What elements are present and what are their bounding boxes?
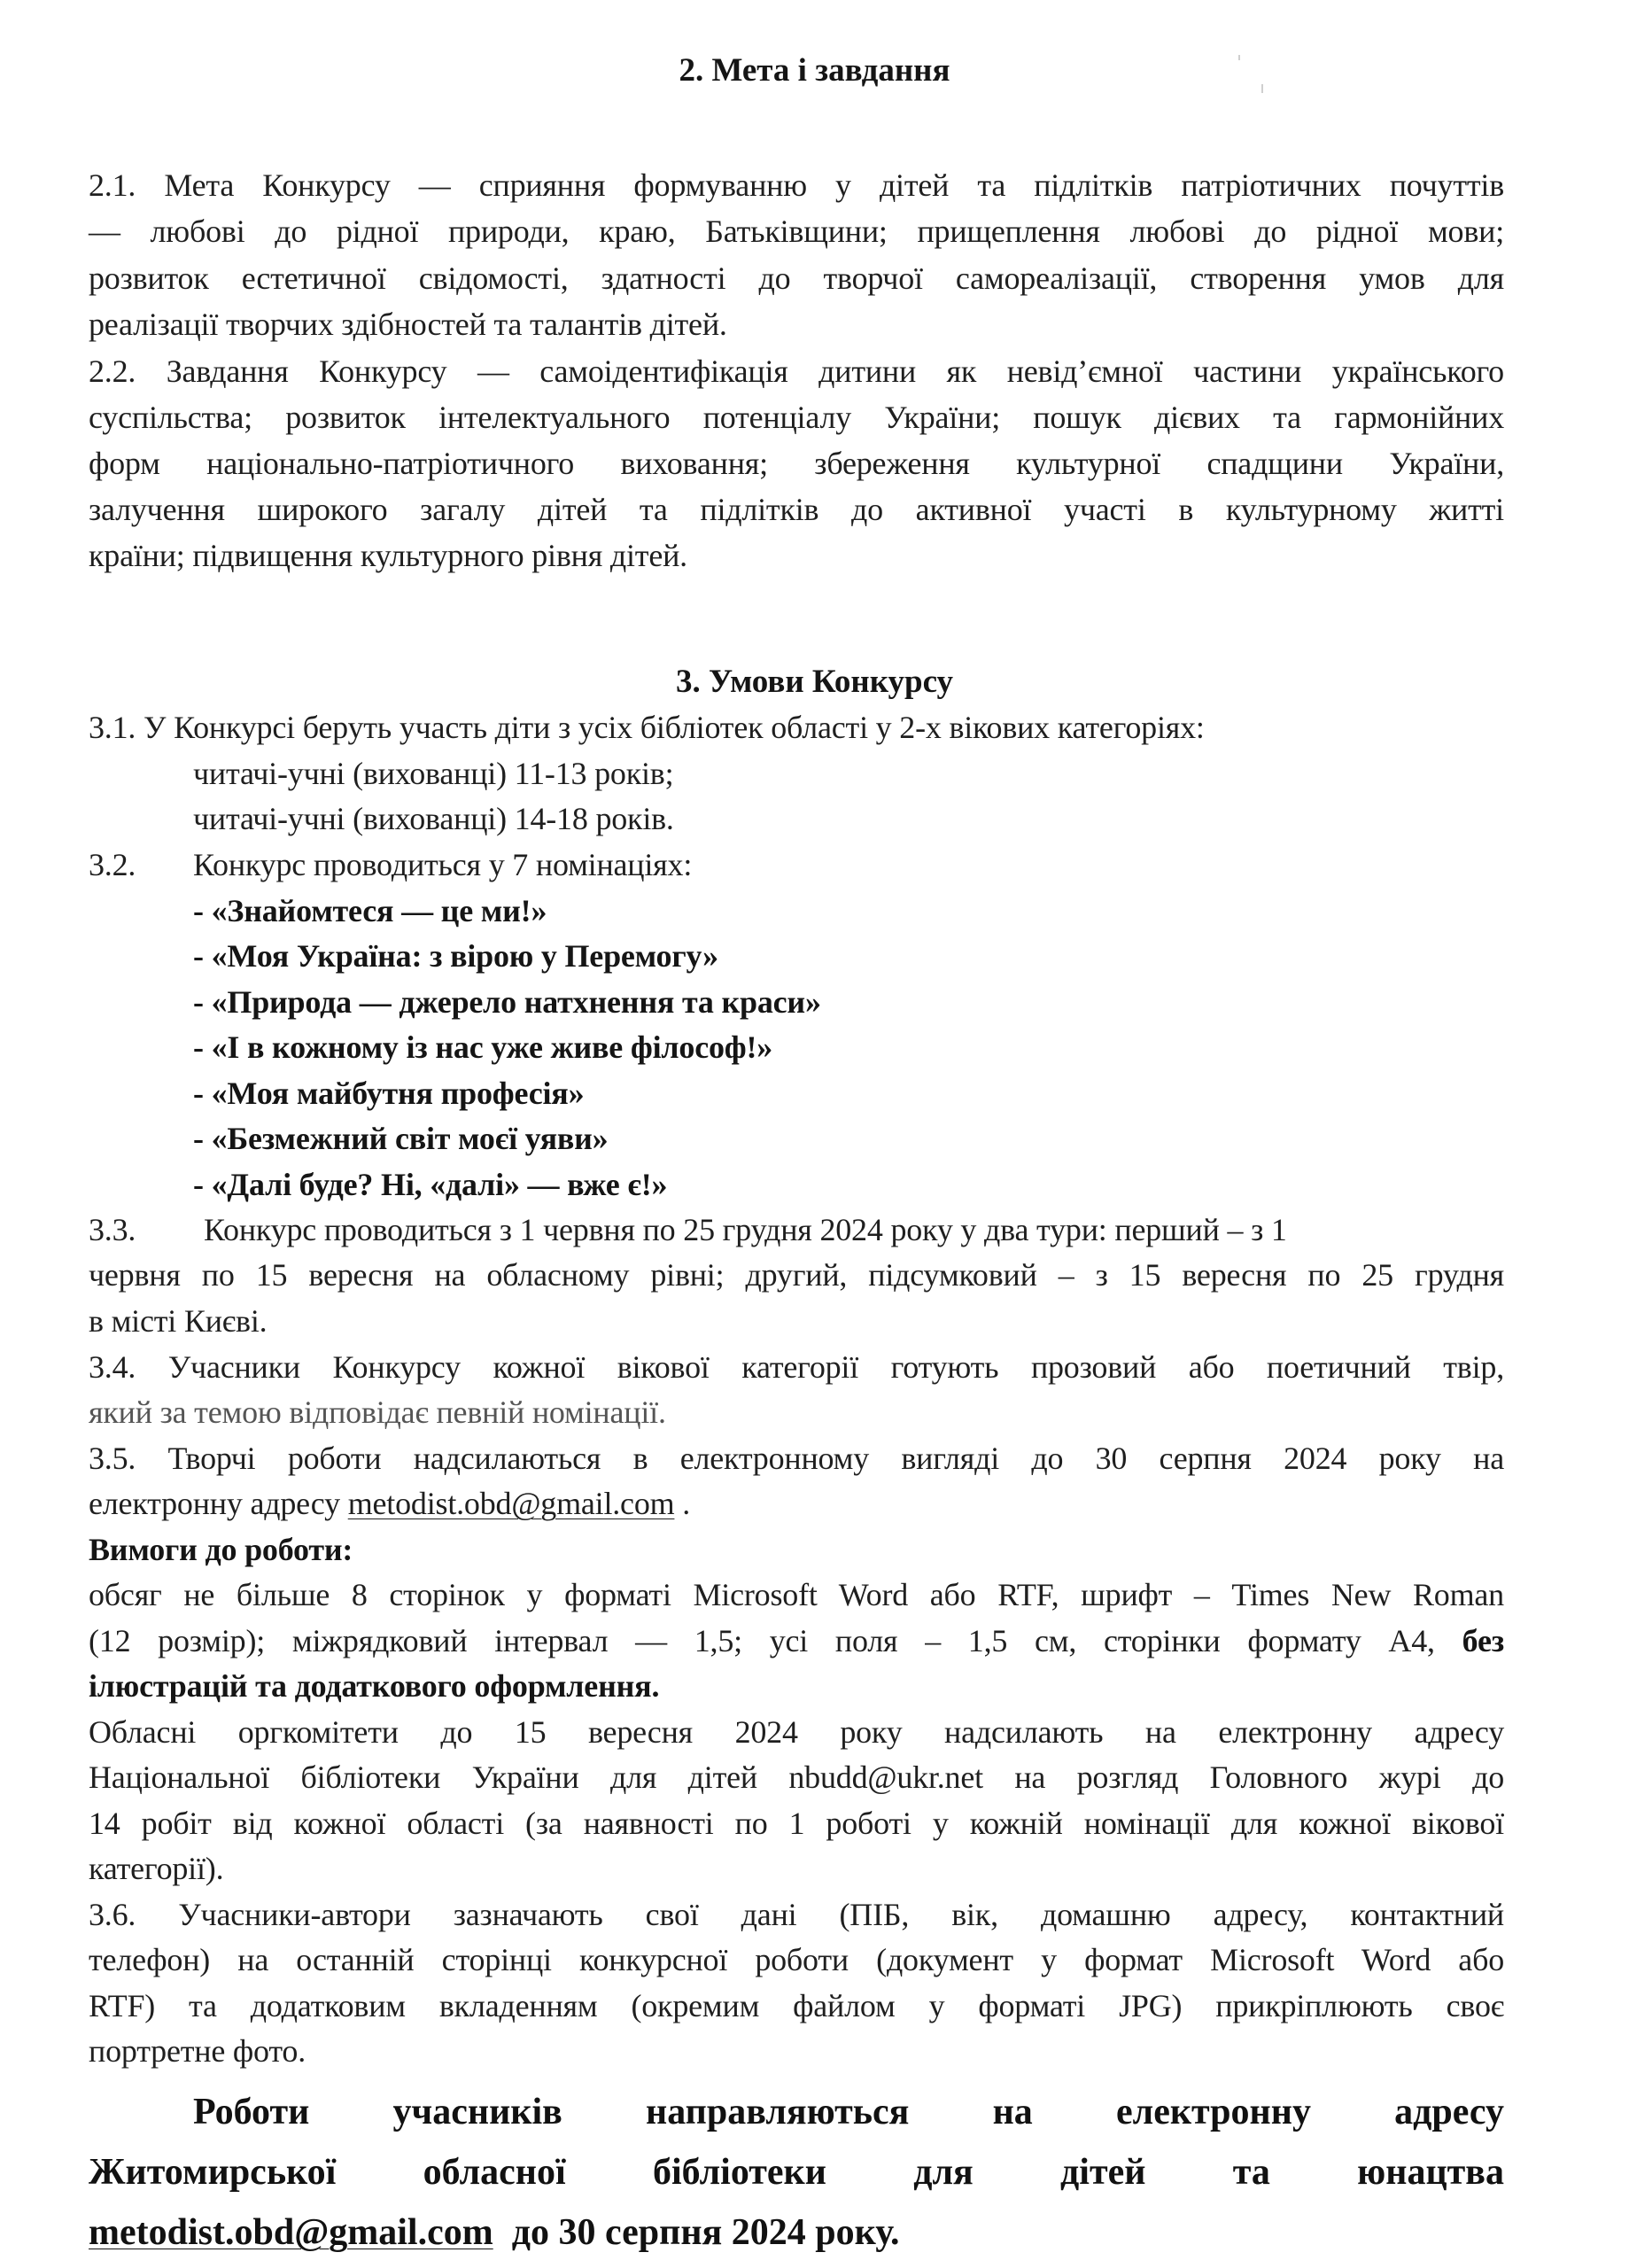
- paragraph-2-1-line: 2.1. Мета Конкурсу — сприяння формуванню у дітей та підлітків патріотичних почуттів: [89, 167, 1504, 203]
- nomination-item: - «І в кожному із нас уже живе філософ!»: [193, 1029, 773, 1065]
- paragraph-3-4-line: 3.4. Учасники Конкурсу кожної вікової категорії готують прозовий або поетичний твір,: [89, 1349, 1504, 1385]
- paragraph-3-2-text: Конкурс проводиться у 7 номінаціях:: [193, 847, 693, 882]
- paragraph-3-1: 3.1. У Конкурсі беруть участь діти з усіх бібліотек області у 2-х вікових категоріях:: [89, 710, 1205, 745]
- paragraph-2-2-line: 2.2. Завдання Конкурсу — самоідентифікація дитини як невід’ємної частини українського: [89, 353, 1504, 389]
- paragraph-3-6-line: RTF) та додатковим вкладенням (окремим файлом у форматі JPG) прикріплюють своє: [89, 1988, 1504, 2023]
- requirements-text: (12 розмір); міжрядковий інтервал — 1,5; усі поля – 1,5 см, сторінки формату А4,: [89, 1623, 1462, 1658]
- paragraph-3-5-line: 3.5. Творчі роботи надсилаються в електронному вигляді до 30 серпня 2024 року на: [89, 1441, 1504, 1476]
- paragraph-2-1-line: — любові до рідної природи, краю, Батьківщини; прищеплення любові до рідної мови;: [89, 214, 1504, 249]
- regional-line: 14 робіт від кожної області (за наявності по 1 роботі у кожній номінації для кожної вікової: [89, 1806, 1504, 1841]
- paragraph-3-6-line: 3.6. Учасники-автори зазначають свої дані (ПІБ, вік, домашню адресу, контактний: [89, 1897, 1504, 1932]
- paragraph-3-3-line: червня по 15 вересня на обласному рівні; другий, підсумковий – з 15 вересня по 25 грудня: [89, 1257, 1504, 1293]
- paragraph-2-1-line: реалізації творчих здібностей та талантів дітей.: [89, 307, 727, 342]
- requirements-bold-line: ілюстрацій та додаткового оформлення.: [89, 1668, 660, 1704]
- section-3-title: 3. Умови Конкурсу: [675, 664, 954, 700]
- section-2-title: 2. Мета і завдання: [679, 52, 950, 89]
- paragraph-3-6-line: портретне фото.: [89, 2033, 306, 2069]
- paragraph-3-6-line: телефон) на останній сторінці конкурсної роботи (документ у формат Microsoft Word або: [89, 1942, 1504, 1977]
- paragraph-number: 3.2.: [89, 847, 136, 882]
- paragraph-3-5-line: [89, 1480, 1504, 1526]
- nomination-item: - «Далі буде? Ні, «далі» — вже є!»: [193, 1167, 668, 1202]
- age-category: читачі-учні (вихованці) 14-18 років.: [193, 801, 674, 836]
- age-category: читачі-учні (вихованці) 11-13 років;: [193, 756, 674, 791]
- final-email-link[interactable]: metodist.obd@gmail.com: [89, 2212, 493, 2253]
- final-notice-line: Житомирської обласної бібліотеки для дітей та юнацтва: [89, 2152, 1504, 2193]
- paragraph-3-2: [89, 842, 1504, 888]
- email-link[interactable]: metodist.obd@gmail.com: [347, 1486, 675, 1521]
- requirements-line: [89, 1618, 1504, 1664]
- requirements-bold: без: [1462, 1623, 1504, 1658]
- requirements-line: обсяг не більше 8 сторінок у форматі Microsoft Word або RTF, шрифт – Times New Roman: [89, 1577, 1504, 1612]
- nomination-item: - «Безмежний світ моєї уяви»: [193, 1121, 609, 1156]
- regional-line: Обласні оргкомітети до 15 вересня 2024 року надсилають на електронну адресу: [89, 1714, 1504, 1750]
- email-prefix: електронну адресу: [89, 1486, 348, 1521]
- paragraph-3-4-line: який за темою відповідає певній номінації.: [89, 1394, 666, 1430]
- requirements-heading: Вимоги до роботи:: [89, 1532, 353, 1567]
- paragraph-3-3-line: в місті Києві.: [89, 1303, 268, 1339]
- paragraph-2-2-line: суспільства; розвиток інтелектуального потенціалу України; пошук дієвих та гармонійних: [89, 400, 1504, 435]
- paragraph-2-2-line: залучення широкого загалу дітей та підлітків до активної участі в культурному житті: [89, 492, 1504, 527]
- regional-line: категорії).: [89, 1851, 224, 1886]
- paragraph-number: 3.3.: [89, 1212, 136, 1247]
- nomination-item: - «Природа — джерело натхнення та краси»: [193, 984, 821, 1020]
- final-notice-line: Роботи учасників направляються на електронну адресу: [193, 2092, 1504, 2132]
- email-suffix: .: [674, 1486, 691, 1521]
- final-notice-line: [89, 2204, 1504, 2261]
- paragraph-2-2-line: форм національно-патріотичного виховання; збереження культурної спадщини України,: [89, 446, 1504, 481]
- paragraph-2-2-line: країни; підвищення культурного рівня дітей.: [89, 538, 687, 573]
- regional-line: Національної бібліотеки України для дітей nbudd@ukr.net на розгляд Головного журі до: [89, 1759, 1504, 1795]
- nomination-item: - «Знайомтеся — це ми!»: [193, 893, 547, 928]
- final-deadline: до 30 серпня 2024 року.: [493, 2212, 900, 2253]
- nomination-item: - «Моя майбутня професія»: [193, 1076, 585, 1111]
- nomination-item: - «Моя Україна: з вірою у Перемогу»: [193, 938, 718, 974]
- paragraph-2-1-line: розвиток естетичної свідомості, здатності до творчої самореалізації, створення умов для: [89, 260, 1504, 296]
- paragraph-3-3-line: [89, 1207, 1504, 1253]
- paragraph-3-3-text: Конкурс проводиться з 1 червня по 25 грудня 2024 року у два тури: перший – з 1: [204, 1212, 1287, 1247]
